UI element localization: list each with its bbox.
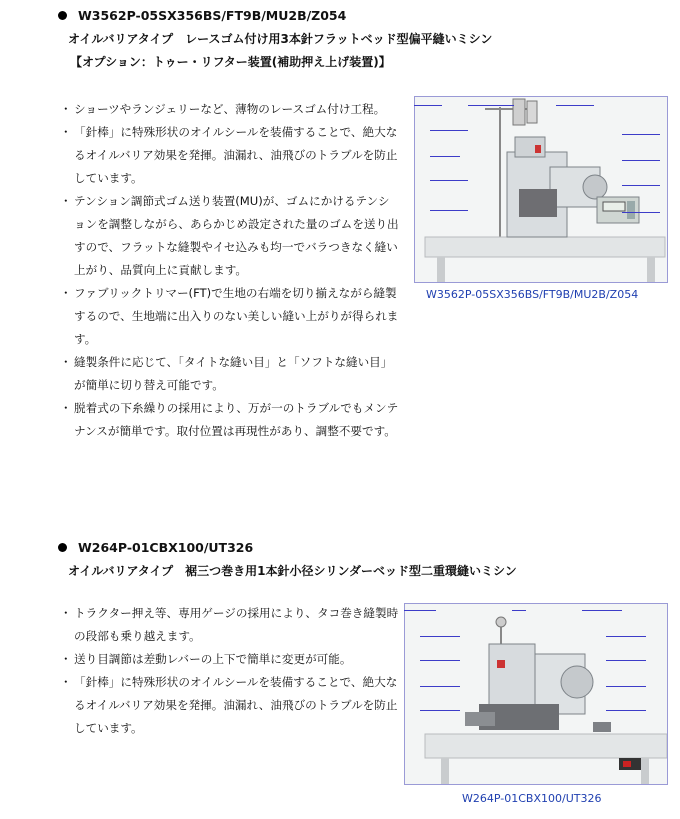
bullet-icon	[58, 11, 67, 20]
bullet-icon	[58, 543, 67, 552]
callout-line	[606, 710, 646, 711]
callout-line	[430, 210, 468, 211]
callout-line	[606, 660, 646, 661]
callout-line	[606, 686, 646, 687]
callout-line	[582, 610, 622, 611]
callout-line	[622, 134, 660, 135]
callout-line	[430, 130, 468, 131]
callout-line	[420, 660, 460, 661]
product-model-1: W3562P-05SX356BS/FT9B/MU2B/Z054	[58, 8, 346, 23]
callout-line	[430, 180, 468, 181]
callout-line	[414, 105, 442, 106]
callout-line	[556, 105, 594, 106]
callout-line	[420, 636, 460, 637]
callout-line	[622, 212, 660, 213]
feature-list-2	[62, 602, 400, 740]
product-model-2: W264P-01CBX100/UT326	[58, 540, 253, 555]
product-option-1: 【オプション：トゥー・リフター装置(補助押え上げ装置)】	[70, 55, 391, 69]
sewing-machine-icon	[415, 97, 667, 282]
callout-line	[420, 686, 460, 687]
callout-line	[512, 610, 526, 611]
feature-item: ・ 送り目調節は差動レバーの上下で簡単に変更が可能。	[62, 648, 400, 671]
feature-item: ・ ショーツやランジェリーなど、薄物のレースゴム付け工程。	[62, 98, 400, 121]
cylinder-bed-machine-icon	[405, 604, 667, 784]
feature-item: ・ テンション調節式ゴム送り装置(MU)が、ゴムにかけるテンションを調整しながら、あらかじめ設定された量のゴムを送り出すので、フラットな縫製やイセ込みも均一でバラつきなく縫い上がり、品質向上に貢献します。	[62, 190, 400, 282]
callout-line	[622, 185, 660, 186]
feature-item: ・ 「針棒」に特殊形状のオイルシールを装備することで、絶大なるオイルバリア効果を発揮。油漏れ、油飛びのトラブルを防止しています。	[62, 121, 400, 190]
feature-list-1	[62, 98, 400, 443]
machine-photo-2	[404, 603, 668, 785]
callout-line	[468, 105, 514, 106]
feature-item: ・ トラクター押え等、専用ゲージの採用により、タコ巻き縫製時の段部も乗り越えます。	[62, 602, 400, 648]
callout-line	[606, 636, 646, 637]
feature-item: ・ ファブリックトリマー(FT)で生地の右端を切り揃えながら縫製するので、生地端に出入りのない美しい縫い上がりが得られます。	[62, 282, 400, 351]
callout-line	[404, 610, 436, 611]
feature-item: ・ 脱着式の下糸繰りの採用により、万が一のトラブルでもメンテナンスが簡単です。取付位置は再現性があり、調整不要です。	[62, 397, 400, 443]
machine-photo-1	[414, 96, 668, 283]
photo-caption-2: W264P-01CBX100/UT326	[462, 792, 602, 805]
feature-item: ・ 縫製条件に応じて、「タイトな縫い目」と「ソフトな縫い目」が簡単に切り替え可能です。	[62, 351, 400, 397]
callout-line	[420, 710, 460, 711]
feature-item: ・ 「針棒」に特殊形状のオイルシールを装備することで、絶大なるオイルバリア効果を発揮。油漏れ、油飛びのトラブルを防止しています。	[62, 671, 400, 740]
photo-caption-1: W3562P-05SX356BS/FT9B/MU2B/Z054	[426, 288, 639, 301]
product-subtitle-1: オイルバリアタイプ レースゴム付け用3本針フラットベッド型偏平縫いミシン	[68, 32, 493, 46]
callout-line	[430, 156, 460, 157]
callout-line	[622, 160, 660, 161]
product-subtitle-2: オイルバリアタイプ 裾三つ巻き用1本針小径シリンダーベッド型二重環縫いミシン	[68, 564, 517, 578]
